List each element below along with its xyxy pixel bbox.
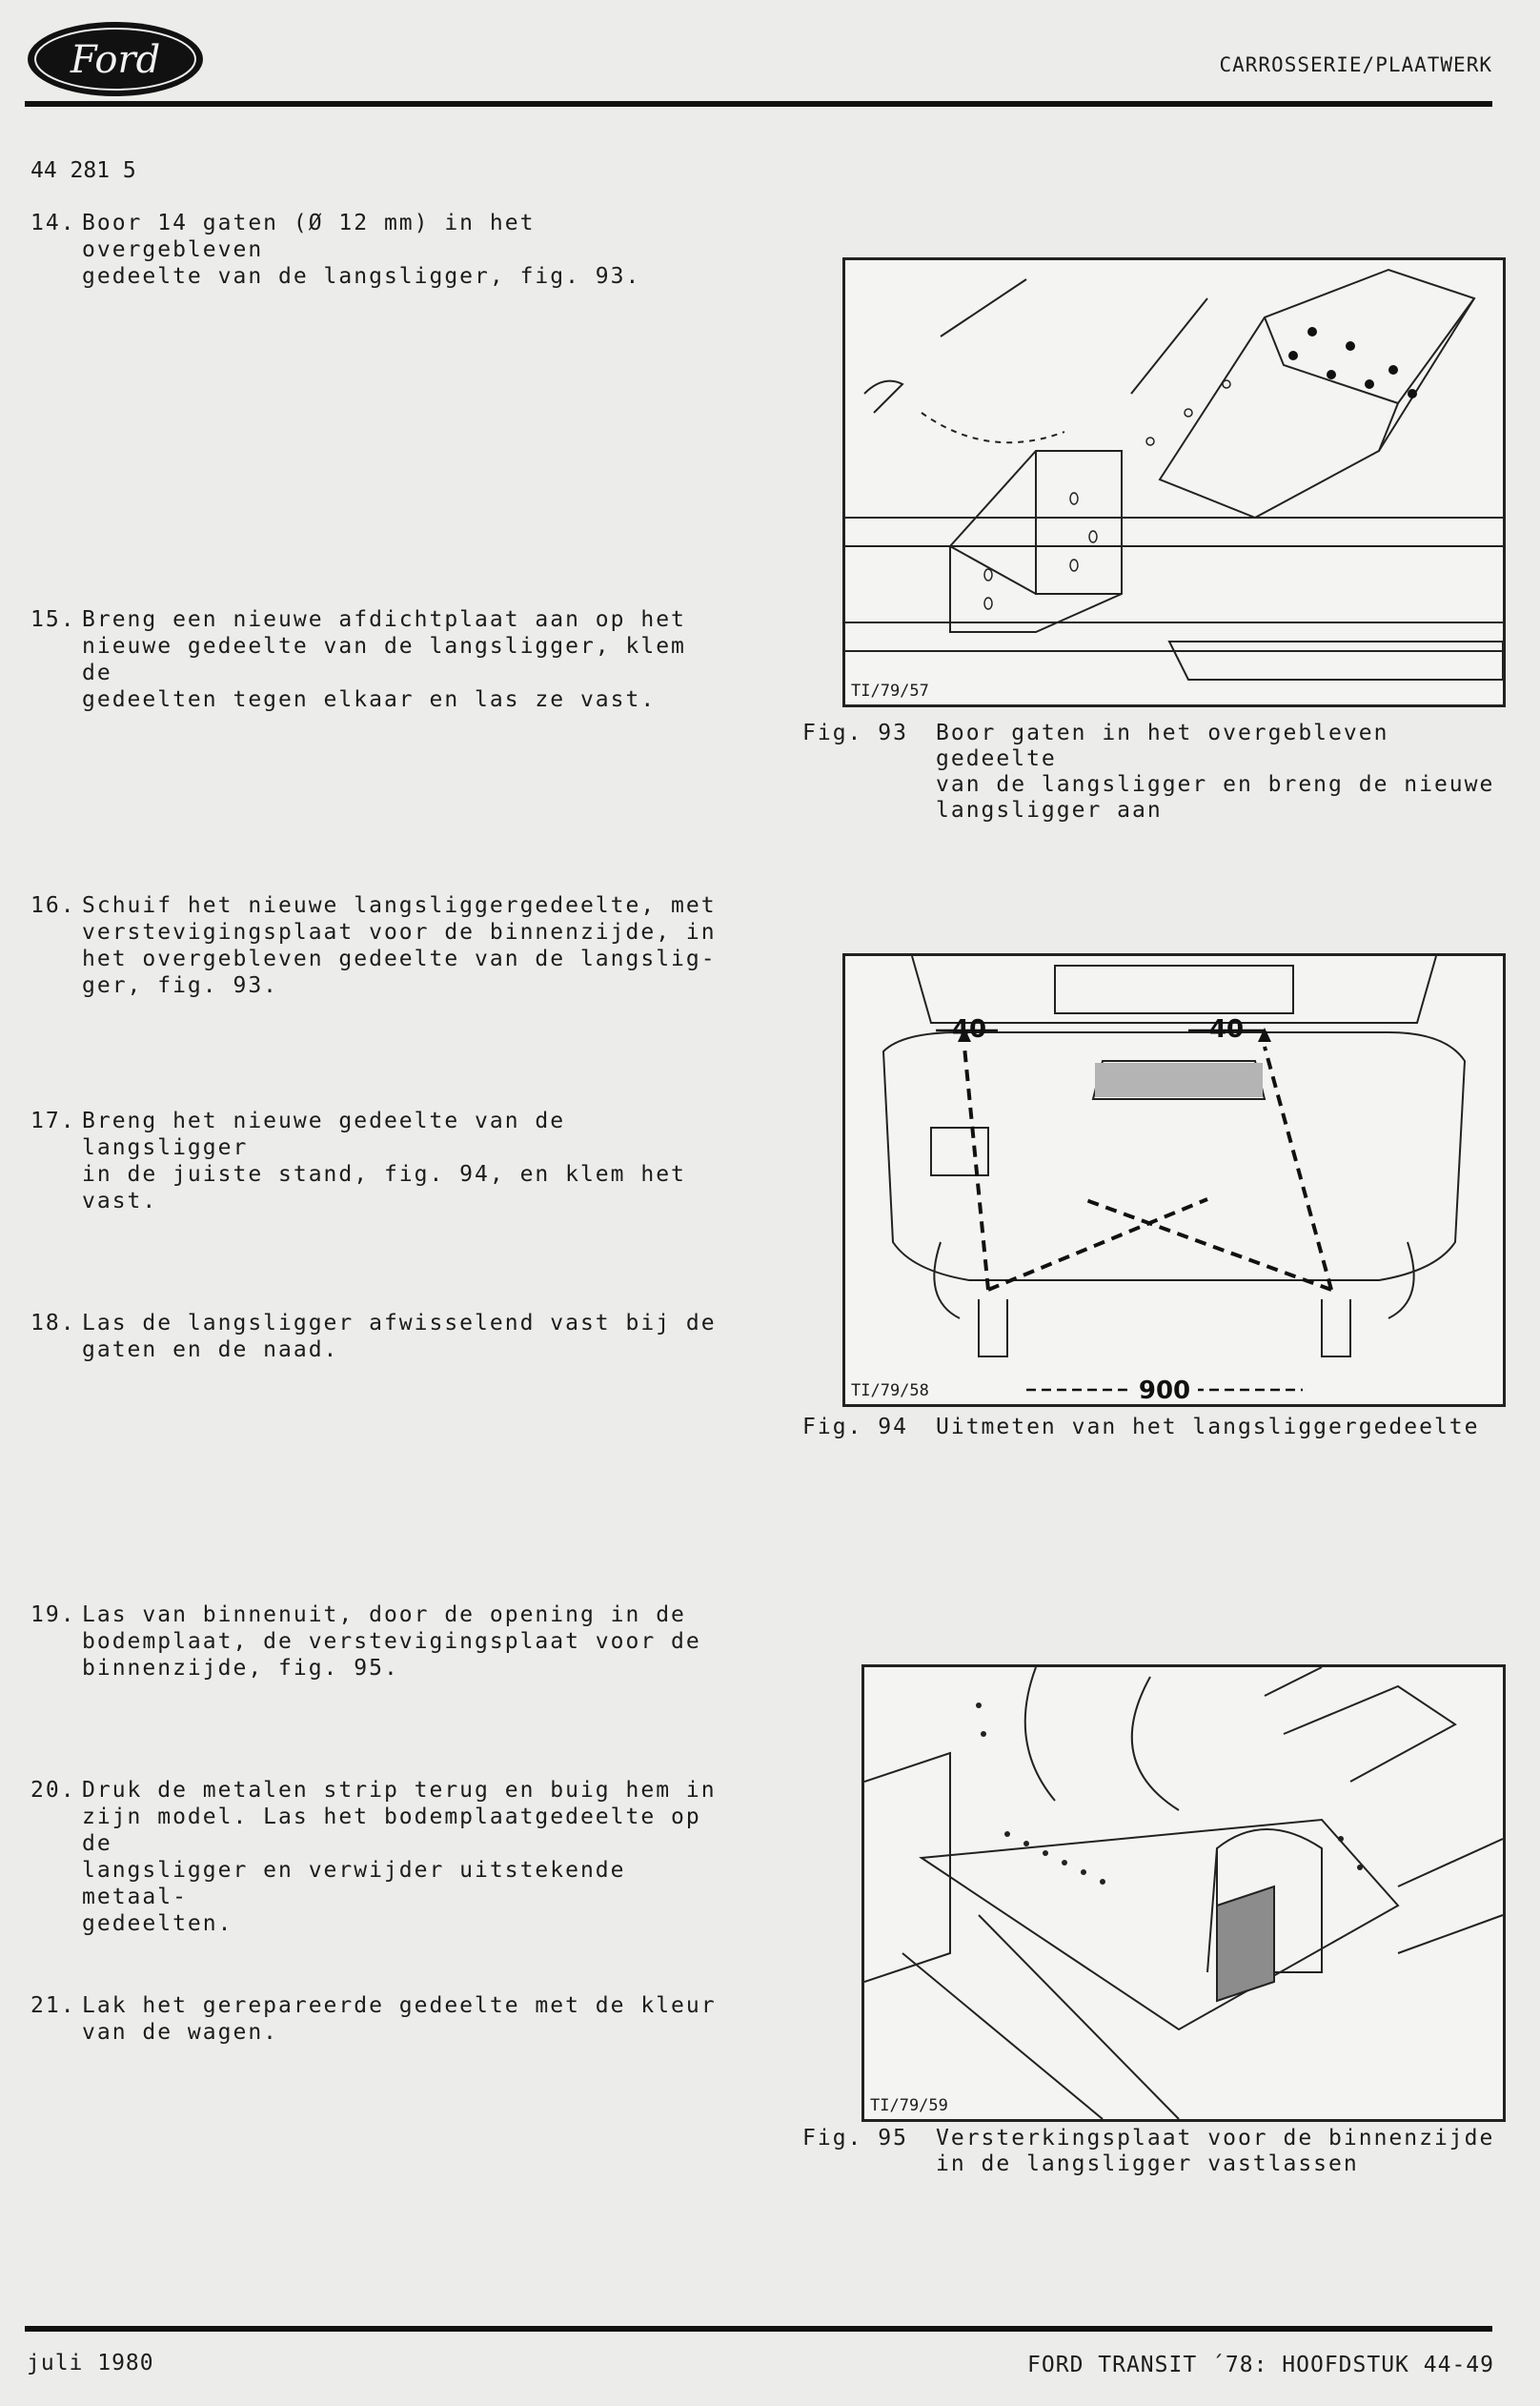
dimension-right-offset: 40 — [1208, 1015, 1245, 1044]
chassis-beam-illustration — [845, 260, 1503, 704]
caption-text: Boor gaten in het overgebleven gedeelte van de langsligger en breng de nieuwe langsligger aan — [936, 721, 1495, 823]
caption-93 — [802, 721, 1508, 824]
step-number: 20. — [30, 1778, 76, 1803]
figure-label: TI/79/59 — [870, 2096, 948, 2115]
step-17 — [30, 1108, 717, 1214]
ford-logo — [25, 19, 206, 99]
step-number: 14. — [30, 211, 76, 235]
step-18 — [30, 1310, 717, 1363]
step-text: Druk de metalen strip terug en buig hem in zijn model. Las het bodemplaatgedeelte op de langsligger en verwijder uitstekende metaal- gedeelten. — [82, 1778, 717, 1936]
step-number: 21. — [30, 1993, 76, 2018]
step-text: Schuif het nieuwe langsliggergedeelte, met verstevigingsplaat voor de binnenzijde, in het overgebleven gedeelte van de langslig- ger, fig. 93. — [82, 893, 717, 998]
document-number: 44 281 5 — [30, 158, 136, 183]
step-19 — [30, 1601, 717, 1682]
step-text: Las van binnenuit, door de opening in de bodemplaat, de verstevigingsplaat voor de binnenzijde, fig. 95. — [82, 1602, 701, 1681]
vehicle-rear-illustration — [845, 956, 1503, 1404]
footer-title: FORD TRANSIT ´78: HOOFDSTUK 44-49 — [1027, 2353, 1494, 2377]
dimension-left-offset: 40 — [951, 1015, 987, 1044]
footer-rule — [25, 2326, 1492, 2332]
caption-text: Uitmeten van het langsliggergedeelte — [936, 1415, 1480, 1439]
step-text: Las de langsligger afwisselend vast bij de gaten en de naad. — [82, 1311, 717, 1362]
caption-number: Fig. 94 — [802, 1415, 908, 1439]
header-rule — [25, 101, 1492, 107]
reinforcement-plate-illustration — [864, 1667, 1503, 2119]
step-number: 19. — [30, 1602, 76, 1627]
figure-94 — [842, 953, 1506, 1407]
step-number: 17. — [30, 1109, 76, 1133]
dimension-width: 900 — [1138, 1376, 1191, 1404]
figure-95 — [861, 1664, 1506, 2122]
step-text: Lak het gerepareerde gedeelte met de kleur van de wagen. — [82, 1993, 717, 2045]
step-15 — [30, 606, 717, 713]
step-16 — [30, 892, 717, 999]
figure-93 — [842, 257, 1506, 707]
svg-text:Ford: Ford — [70, 38, 161, 82]
step-number: 15. — [30, 607, 76, 632]
caption-number: Fig. 93 — [802, 721, 908, 745]
step-14 — [30, 210, 717, 290]
step-text: Breng het nieuwe gedeelte van de langsligger in de juiste stand, fig. 94, en klem het vast. — [82, 1109, 686, 1213]
section-title: CARROSSERIE/PLAATWERK — [1219, 53, 1492, 76]
step-text: Boor 14 gaten (Ø 12 mm) in het overgebleven gedeelte van de langsligger, fig. 93. — [82, 211, 641, 289]
step-21 — [30, 1992, 717, 2046]
step-number: 16. — [30, 893, 76, 918]
caption-text: Versterkingsplaat voor de binnenzijde in de langsligger vastlassen — [936, 2126, 1495, 2176]
step-text: Breng een nieuwe afdichtplaat aan op het nieuwe gedeelte van de langsligger, klem de gedeelten tegen elkaar en las ze vast. — [82, 607, 686, 712]
caption-95 — [802, 2126, 1508, 2177]
step-number: 18. — [30, 1311, 76, 1336]
figure-label: TI/79/57 — [851, 682, 929, 701]
step-20 — [30, 1777, 717, 1937]
footer-date: juli 1980 — [27, 2351, 154, 2375]
caption-number: Fig. 95 — [802, 2126, 908, 2151]
figure-label: TI/79/58 — [851, 1381, 929, 1400]
caption-94 — [802, 1415, 1508, 1440]
